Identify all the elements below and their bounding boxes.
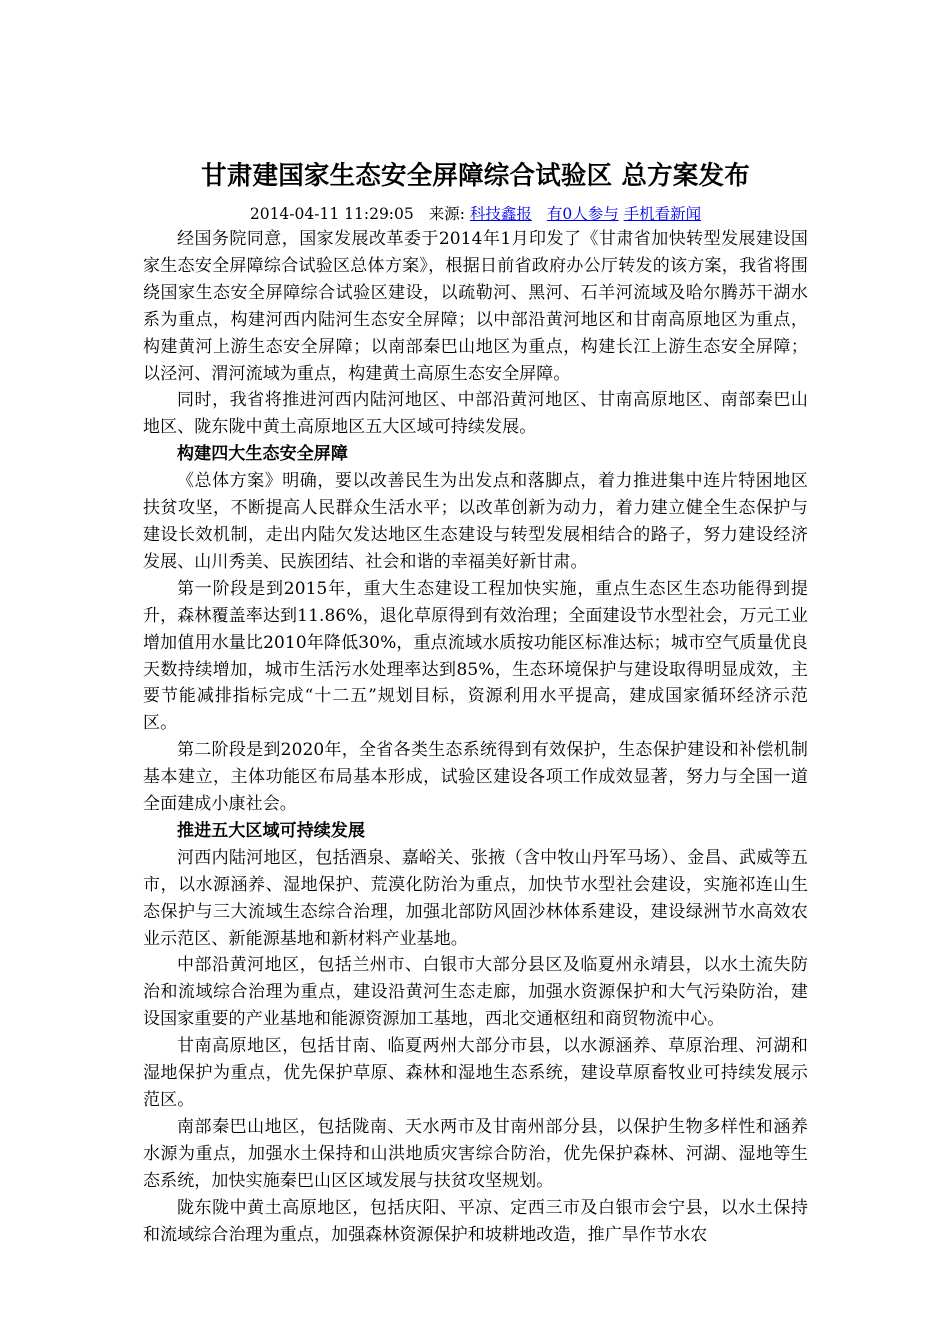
section-heading: 构建四大生态安全屏障 [177, 444, 348, 465]
paragraph: 同时，我省将推进河西内陆河地区、中部沿黄河地区、甘南高原地区、南部秦巴山地区、陇东陇中黄土高原地区五大区域可持续发展。 [143, 390, 808, 438]
article-body [143, 226, 808, 1248]
paragraph: 第二阶段是到2020年，全省各类生态系统得到有效保护，生态保护建设和补偿机制基本建立，主体功能区布局基本形成，试验区建设各项工作成效显著，努力与全国一道全面建成小康社会。 [143, 740, 808, 815]
paragraph: 陇东陇中黄土高原地区，包括庆阳、平凉、定西三市及白银市会宁县，以水土保持和流域综合治理为重点，加强森林资源保护和坡耕地改造，推广旱作节水农 [143, 1197, 808, 1245]
paragraph: 甘南高原地区，包括甘南、临夏两州大部分市县，以水源涵养、草原治理、河湖和湿地保护为重点，优先保护草原、森林和湿地生态系统，建设草原畜牧业可持续发展示范区。 [143, 1036, 808, 1110]
article-meta [143, 202, 808, 226]
participants-link[interactable]: 有0人参与 [546, 205, 619, 223]
mobile-news-link[interactable]: 手机看新闻 [623, 205, 702, 223]
section-heading: 推进五大区域可持续发展 [177, 820, 366, 841]
article [143, 150, 808, 1248]
paragraph: 中部沿黄河地区，包括兰州市、白银市大部分县区及临夏州永靖县，以水土流失防治和流域综合治理为重点，建设沿黄河生态走廊，加强水资源保护和大气污染防治，建设国家重要的产业基地和能源资源加工基地，西北交通枢纽和商贸物流中心。 [143, 955, 808, 1030]
publish-datetime: 2014-04-11 11:29:05 [249, 205, 414, 223]
article-title: 甘肃建国家生态安全屏障综合试验区 总方案发布 [201, 161, 750, 191]
paragraph: 第一阶段是到2015年，重大生态建设工程加快实施，重点生态区生态功能得到提升，森林覆盖率达到11.86%，退化草原得到有效治理；全面建设节水型社会，万元工业增加值用水量比2010年降低30%，重点流域水质按功能区标准达标；城市空气质量优良天数持续增加，城市生活污水处理率达到85%，生态环境保护与建设取得明显成效，主要节能减排指标完成“十二五”规划目标，资源利用水平提高，建成国家循环经济示范区。 [143, 578, 808, 734]
paragraph: 南部秦巴山地区，包括陇南、天水两市及甘南州部分县，以保护生物多样性和涵养水源为重点，加强水土保持和山洪地质灾害综合防治，优先保护森林、河湖、湿地等生态系统，加快实施秦巴山区区域发展与扶贫攻坚规划。 [143, 1116, 808, 1191]
paragraph: 河西内陆河地区，包括酒泉、嘉峪关、张掖（含中牧山丹军马场）、金昌、武威等五市，以水源涵养、湿地保护、荒漠化防治为重点，加快节水型社会建设，实施祁连山生态保护与三大流域生态综合治理，加强北部防风固沙林体系建设，建设绿洲节水高效农业示范区、新能源基地和新材料产业基地。 [143, 847, 808, 949]
paragraph: 《总体方案》明确，要以改善民生为出发点和落脚点，着力推进集中连片特困地区扶贫攻坚，不断提高人民群众生活水平；以改革创新为动力，着力建立健全生态保护与建设长效机制，走出内陆欠发达地区生态建设与转型发展相结合的路子，努力建设经济发展、山川秀美、民族团结、社会和谐的幸福美好新甘肃。 [143, 471, 808, 572]
source-link[interactable]: 科技鑫报 [469, 205, 532, 223]
source-label: 来源: [428, 205, 465, 223]
paragraph: 经国务院同意，国家发展改革委于2014年1月印发了《甘肃省加快转型发展建设国家生态安全屏障综合试验区总体方案》，根据日前省政府办公厅转发的该方案，我省将围绕国家生态安全屏障综合试验区建设，以疏勒河、黑河、石羊河流域及哈尔腾苏干湖水系为重点，构建河西内陆河生态安全屏障；以中部沿黄河地区和甘南高原地区为重点，构建黄河上游生态安全屏障；以南部秦巴山地区为重点，构建长江上游生态安全屏障；以泾河、渭河流域为重点，构建黄土高原生态安全屏障。 [143, 229, 808, 384]
